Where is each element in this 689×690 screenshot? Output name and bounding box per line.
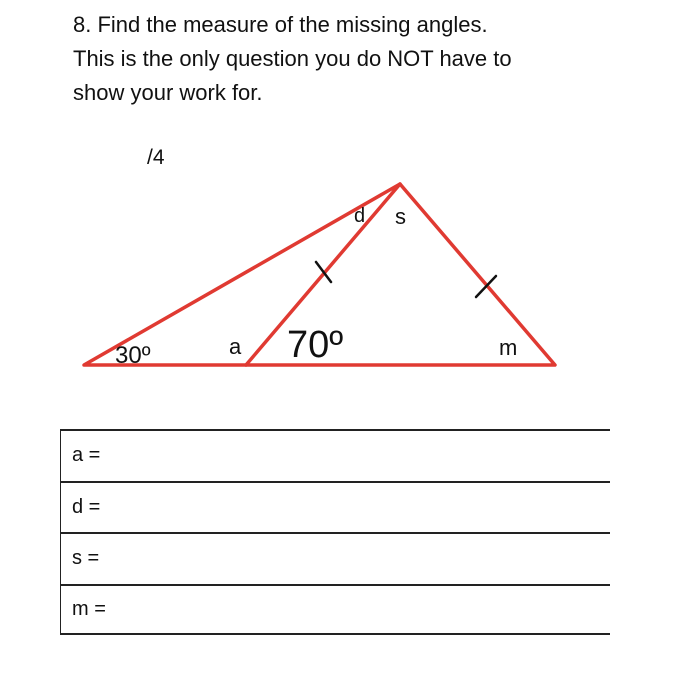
answer-label-s: s = [72, 547, 100, 570]
answer-label-d: d = [72, 495, 101, 518]
angle-d-label: d [354, 205, 366, 227]
angle-m-label: m [499, 335, 518, 360]
answer-row-m[interactable] [60, 584, 610, 636]
answer-label-m: m = [72, 597, 106, 620]
answer-row-s[interactable] [60, 532, 610, 584]
angle-a-label: a [229, 334, 242, 359]
question-line-2: This is the only question you do NOT have to [73, 46, 512, 71]
question-line-1: 8. Find the measure of the missing angles. [73, 12, 488, 37]
question-line-3: show your work for. [73, 80, 263, 105]
score-label: /4 [147, 146, 165, 169]
angle-70-label: 70º [287, 324, 344, 366]
answer-row-d[interactable] [60, 481, 610, 533]
angle-30-label: 30º [115, 342, 151, 369]
angle-s-label: s [395, 204, 406, 229]
answer-row-a[interactable] [60, 429, 610, 481]
answer-table [60, 429, 610, 635]
answer-label-a: a = [72, 444, 101, 467]
